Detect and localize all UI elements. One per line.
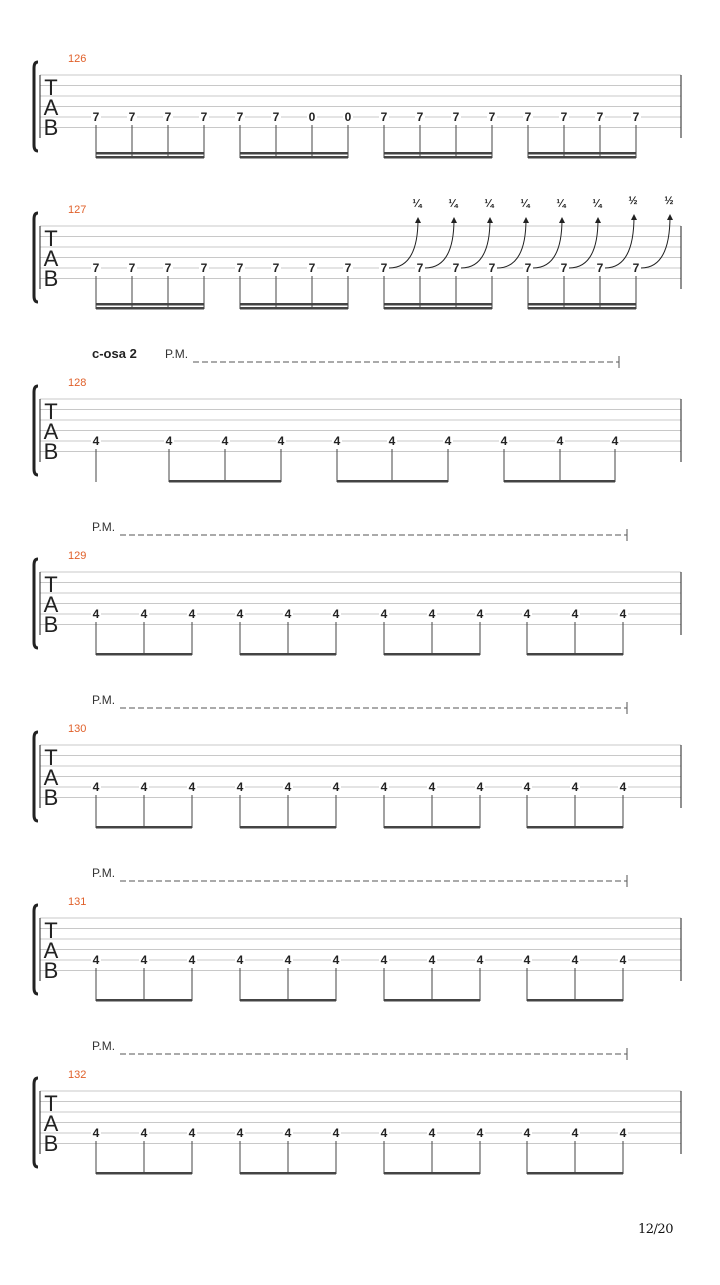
fret-number: 4 — [188, 953, 196, 967]
fret-number: 4 — [284, 953, 292, 967]
fret-number: 4 — [380, 607, 388, 621]
fret-number: 7 — [128, 110, 136, 124]
palm-mute-label: P.M. — [165, 347, 189, 361]
bend-arrowhead — [631, 214, 637, 220]
fret-number: 4 — [444, 434, 452, 448]
beam — [240, 307, 348, 310]
fret-number: 0 — [308, 110, 316, 124]
fret-number: 4 — [476, 1126, 484, 1140]
tab-clef-b: B — [43, 439, 59, 464]
fret-number: 7 — [452, 110, 460, 124]
fret-number: 4 — [284, 780, 292, 794]
fret-number: 4 — [611, 434, 619, 448]
tab-clef-t: T — [44, 918, 58, 943]
tab-clef-a: A — [43, 419, 59, 444]
fret-number: 4 — [332, 953, 340, 967]
tab-system — [34, 1048, 681, 1175]
tab-system — [34, 875, 681, 1002]
bend-amount: ½ — [628, 195, 638, 207]
fret-number: 4 — [236, 780, 244, 794]
fret-number: 4 — [571, 953, 579, 967]
tab-clef-a: A — [43, 938, 59, 963]
system-bracket — [34, 1078, 38, 1167]
fret-number: 7 — [560, 110, 568, 124]
beam — [527, 1172, 623, 1175]
fret-number: 7 — [488, 261, 496, 275]
beam — [504, 480, 615, 483]
fret-number: 7 — [200, 110, 208, 124]
fret-number: 7 — [416, 261, 424, 275]
fret-number: 4 — [140, 607, 148, 621]
fret-number: 4 — [388, 434, 396, 448]
bend-curve — [605, 216, 634, 268]
beam — [384, 999, 480, 1002]
fret-number: 7 — [380, 110, 388, 124]
fret-number: 4 — [140, 1126, 148, 1140]
tab-clef-b: B — [43, 785, 59, 810]
beam — [240, 156, 348, 159]
fret-number: 7 — [596, 261, 604, 275]
beam — [96, 1172, 192, 1175]
fret-number: 4 — [428, 1126, 436, 1140]
palm-mute-label: P.M. — [92, 1039, 116, 1053]
system-bracket — [34, 905, 38, 994]
beam — [240, 653, 336, 656]
measure-number: 131 — [68, 896, 87, 908]
fret-number: 7 — [596, 110, 604, 124]
bend-arrowhead — [487, 217, 493, 223]
tab-system — [34, 356, 681, 483]
fret-number: 0 — [344, 110, 352, 124]
beam-secondary — [240, 303, 348, 306]
fret-number: 4 — [476, 607, 484, 621]
beam — [384, 1172, 480, 1175]
fret-number: 4 — [619, 780, 627, 794]
fret-number: 4 — [236, 607, 244, 621]
fret-number: 4 — [140, 953, 148, 967]
beam-secondary — [528, 152, 636, 155]
beam-secondary — [384, 152, 492, 155]
system-bracket — [34, 559, 38, 648]
page-number: 12/20 — [638, 1222, 673, 1237]
fret-number: 7 — [236, 261, 244, 275]
fret-number: 4 — [619, 1126, 627, 1140]
fret-number: 4 — [476, 953, 484, 967]
fret-number: 4 — [188, 607, 196, 621]
tab-clef-t: T — [44, 399, 58, 424]
fret-number: 4 — [380, 1126, 388, 1140]
beam — [384, 307, 492, 310]
beam — [384, 156, 492, 159]
tab-clef-a: A — [43, 1111, 59, 1136]
tab-system — [34, 702, 681, 829]
bend-amount: ¼ — [412, 198, 422, 210]
fret-number: 4 — [188, 1126, 196, 1140]
palm-mute-label: P.M. — [92, 520, 116, 534]
tab-clef-a: A — [43, 246, 59, 271]
beam — [96, 826, 192, 829]
tab-clef-a: A — [43, 765, 59, 790]
tab-clef-b: B — [43, 958, 59, 983]
fret-number: 4 — [500, 434, 508, 448]
fret-number: 7 — [200, 261, 208, 275]
beam — [96, 156, 204, 159]
fret-number: 4 — [92, 607, 100, 621]
fret-number: 4 — [380, 780, 388, 794]
tab-clef-t: T — [44, 226, 58, 251]
beam — [528, 307, 636, 310]
fret-number: 4 — [236, 1126, 244, 1140]
fret-number: 4 — [221, 434, 229, 448]
bend-amount: ¼ — [556, 198, 566, 210]
fret-number: 4 — [140, 780, 148, 794]
bend-arrowhead — [595, 217, 601, 223]
fret-number: 4 — [619, 953, 627, 967]
tab-system — [34, 529, 681, 656]
fret-number: 4 — [332, 780, 340, 794]
fret-number: 4 — [523, 607, 531, 621]
fret-number: 7 — [452, 261, 460, 275]
fret-number: 4 — [284, 607, 292, 621]
beam — [384, 826, 480, 829]
beam-secondary — [384, 303, 492, 306]
fret-number: 7 — [272, 110, 280, 124]
measure-number: 129 — [68, 550, 87, 562]
beam-secondary — [96, 152, 204, 155]
fret-number: 4 — [571, 1126, 579, 1140]
beam — [240, 826, 336, 829]
beam — [240, 999, 336, 1002]
fret-number: 7 — [164, 110, 172, 124]
bend-amount: ¼ — [592, 198, 602, 210]
fret-number: 7 — [236, 110, 244, 124]
beam — [169, 480, 281, 483]
fret-number: 4 — [92, 953, 100, 967]
fret-number: 4 — [571, 607, 579, 621]
beam — [96, 307, 204, 310]
fret-number: 4 — [92, 1126, 100, 1140]
beam — [527, 653, 623, 656]
bend-curve — [641, 216, 670, 268]
tab-clef-a: A — [43, 592, 59, 617]
fret-number: 7 — [632, 110, 640, 124]
tab-clef-a: A — [43, 95, 59, 120]
measure-number: 128 — [68, 377, 87, 389]
bend-arrowhead — [451, 217, 457, 223]
fret-number: 4 — [284, 1126, 292, 1140]
bend-amount: ½ — [664, 195, 674, 207]
fret-number: 4 — [428, 953, 436, 967]
measure-number: 126 — [68, 53, 87, 65]
tab-clef-b: B — [43, 1131, 59, 1156]
bend-amount: ¼ — [484, 198, 494, 210]
tab-clef-t: T — [44, 1091, 58, 1116]
system-bracket — [34, 386, 38, 475]
section-label: c-osa 2 — [92, 346, 137, 361]
fret-number: 7 — [344, 261, 352, 275]
system-bracket — [34, 62, 38, 151]
fret-number: 7 — [308, 261, 316, 275]
beam-secondary — [240, 152, 348, 155]
tab-clef-b: B — [43, 612, 59, 637]
fret-number: 7 — [92, 261, 100, 275]
measure-number: 127 — [68, 204, 87, 216]
palm-mute-label: P.M. — [92, 693, 116, 707]
fret-number: 4 — [165, 434, 173, 448]
fret-number: 4 — [619, 607, 627, 621]
system-bracket — [34, 732, 38, 821]
fret-number: 4 — [556, 434, 564, 448]
beam — [240, 1172, 336, 1175]
beam — [384, 653, 480, 656]
fret-number: 4 — [92, 434, 100, 448]
system-bracket — [34, 213, 38, 302]
fret-number: 7 — [488, 110, 496, 124]
beam — [96, 653, 192, 656]
tab-clef-b: B — [43, 266, 59, 291]
bend-arrowhead — [523, 217, 529, 223]
bend-arrowhead — [667, 214, 673, 220]
palm-mute-label: P.M. — [92, 866, 116, 880]
fret-number: 7 — [416, 110, 424, 124]
bend-arrowhead — [415, 217, 421, 223]
fret-number: 7 — [272, 261, 280, 275]
fret-number: 4 — [571, 780, 579, 794]
fret-number: 4 — [476, 780, 484, 794]
fret-number: 4 — [428, 607, 436, 621]
fret-number: 4 — [333, 434, 341, 448]
fret-number: 7 — [560, 261, 568, 275]
fret-number: 7 — [632, 261, 640, 275]
fret-number: 4 — [428, 780, 436, 794]
tab-clef-t: T — [44, 572, 58, 597]
fret-number: 7 — [524, 110, 532, 124]
fret-number: 7 — [524, 261, 532, 275]
beam — [528, 156, 636, 159]
measure-number: 132 — [68, 1069, 87, 1081]
beam-secondary — [528, 303, 636, 306]
fret-number: 4 — [236, 953, 244, 967]
bend-arrowhead — [559, 217, 565, 223]
beam — [527, 999, 623, 1002]
tab-clef-t: T — [44, 745, 58, 770]
fret-number: 7 — [164, 261, 172, 275]
fret-number: 7 — [92, 110, 100, 124]
fret-number: 4 — [92, 780, 100, 794]
fret-number: 7 — [128, 261, 136, 275]
bend-amount: ¼ — [448, 198, 458, 210]
tab-clef-b: B — [43, 115, 59, 140]
fret-number: 4 — [380, 953, 388, 967]
beam — [527, 826, 623, 829]
fret-number: 7 — [380, 261, 388, 275]
fret-number: 4 — [332, 1126, 340, 1140]
beam-secondary — [96, 303, 204, 306]
fret-number: 4 — [523, 1126, 531, 1140]
measure-number: 130 — [68, 723, 87, 735]
fret-number: 4 — [332, 607, 340, 621]
fret-number: 4 — [188, 780, 196, 794]
fret-number: 4 — [277, 434, 285, 448]
beam — [96, 999, 192, 1002]
bend-amount: ¼ — [520, 198, 530, 210]
fret-number: 4 — [523, 953, 531, 967]
fret-number: 4 — [523, 780, 531, 794]
beam — [337, 480, 448, 483]
tab-clef-t: T — [44, 75, 58, 100]
